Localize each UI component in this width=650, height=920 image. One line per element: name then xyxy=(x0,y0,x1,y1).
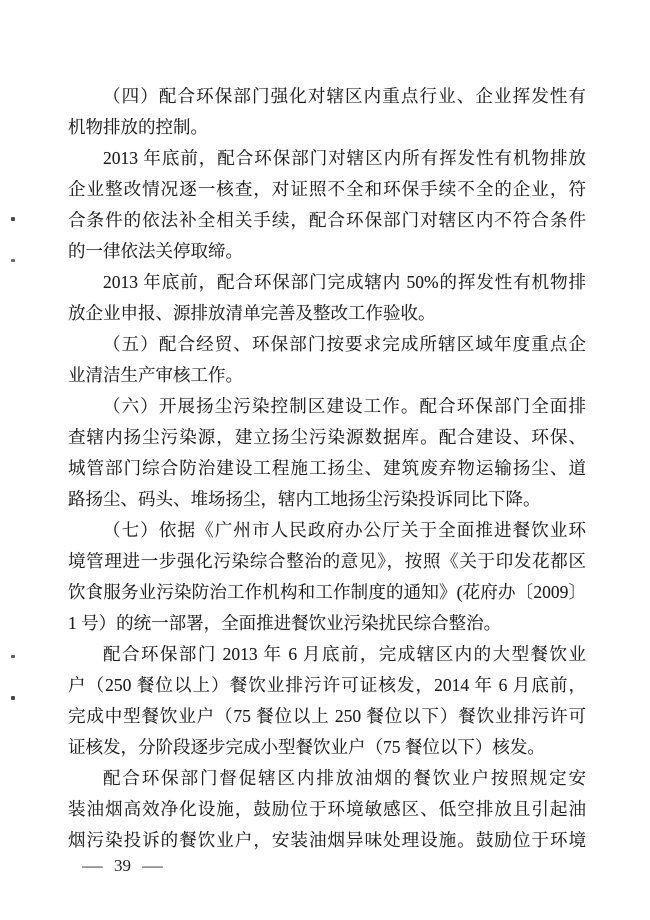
text-line: （七）依据《广州市人民政府办公厅关于全面推进餐饮业环 xyxy=(103,520,586,540)
text-line: 查辖内扬尘污染源，建立扬尘污染源数据库。配合建设、环保、 xyxy=(68,427,586,447)
text-line: 境管理进一步强化污染综合整治的意见》，按照《关于印发花都区 xyxy=(68,551,586,571)
text-line: 放企业申报、源排放清单完善及整改工作验收。 xyxy=(68,303,436,323)
text-line: 配合环保部门 2013 年 6 月底前，完成辖区内的大型餐饮业 xyxy=(103,644,586,664)
page-footer xyxy=(84,854,161,878)
text-line: 路扬尘、码头、堆场扬尘，辖内工地扬尘污染投诉同比下降。 xyxy=(68,489,541,509)
text-line: （六）开展扬尘污染控制区建设工作。配合环保部门全面排 xyxy=(103,396,586,416)
footer-dash-right: — xyxy=(142,856,163,875)
text-line: 证核发，分阶段逐步完成小型餐饮业户（75 餐位以下）核发。 xyxy=(68,737,545,757)
text-line: 2013 年底前，配合环保部门对辖区内所有挥发性有机物排放 xyxy=(103,148,586,168)
text-line: 烟污染投诉的餐饮业户，安装油烟异味处理设施。鼓励位于环境 xyxy=(68,830,586,850)
text-line: 配合环保部门督促辖区内排放油烟的餐饮业户按照规定安 xyxy=(103,768,586,788)
text-line: 2013 年底前，配合环保部门完成辖内 50%的挥发性有机物排 xyxy=(103,272,586,292)
text-line: （四）配合环保部门强化对辖区内重点行业、企业挥发性有 xyxy=(103,86,586,106)
text-line: 合条件的依法补全相关手续，配合环保部门对辖区内不符合条件 xyxy=(68,210,586,230)
text-line: 饮食服务业污染防治工作机构和工作制度的通知》(花府办〔2009〕 xyxy=(68,582,586,602)
text-line: 的一律依法关停取缔。 xyxy=(68,241,243,261)
text-line: （五）配合经贸、环保部门按要求完成所辖区域年度重点企 xyxy=(103,334,586,354)
text-line: 企业整改情况逐一核查，对证照不全和环保手续不全的企业，符 xyxy=(68,179,586,199)
text-line: 业清洁生产审核工作。 xyxy=(68,365,243,385)
text-line: 1 号）的统一部署，全面推进餐饮业污染扰民综合整治。 xyxy=(68,613,502,633)
footer-dash-left: — xyxy=(82,856,103,875)
text-line: 完成中型餐饮业户（75 餐位以上 250 餐位以下）餐饮业排污许可 xyxy=(68,706,586,726)
page-number: 39 xyxy=(114,856,131,875)
text-lines xyxy=(68,81,586,856)
scan-artifact-dot xyxy=(11,696,15,700)
text-line: 装油烟高效净化设施，鼓励位于环境敏感区、低空排放且引起油 xyxy=(68,799,586,819)
text-line: 户（250 餐位以上）餐饮业排污许可证核发，2014 年 6 月底前， xyxy=(68,675,586,695)
scan-artifact-dot xyxy=(11,259,15,262)
text-line: 机物排放的控制。 xyxy=(68,117,208,137)
scan-artifact-dot xyxy=(11,655,15,658)
scan-artifact-dot xyxy=(11,217,15,221)
text-line: 城管部门综合防治建设工程施工扬尘、建筑废弃物运输扬尘、道 xyxy=(68,458,586,478)
